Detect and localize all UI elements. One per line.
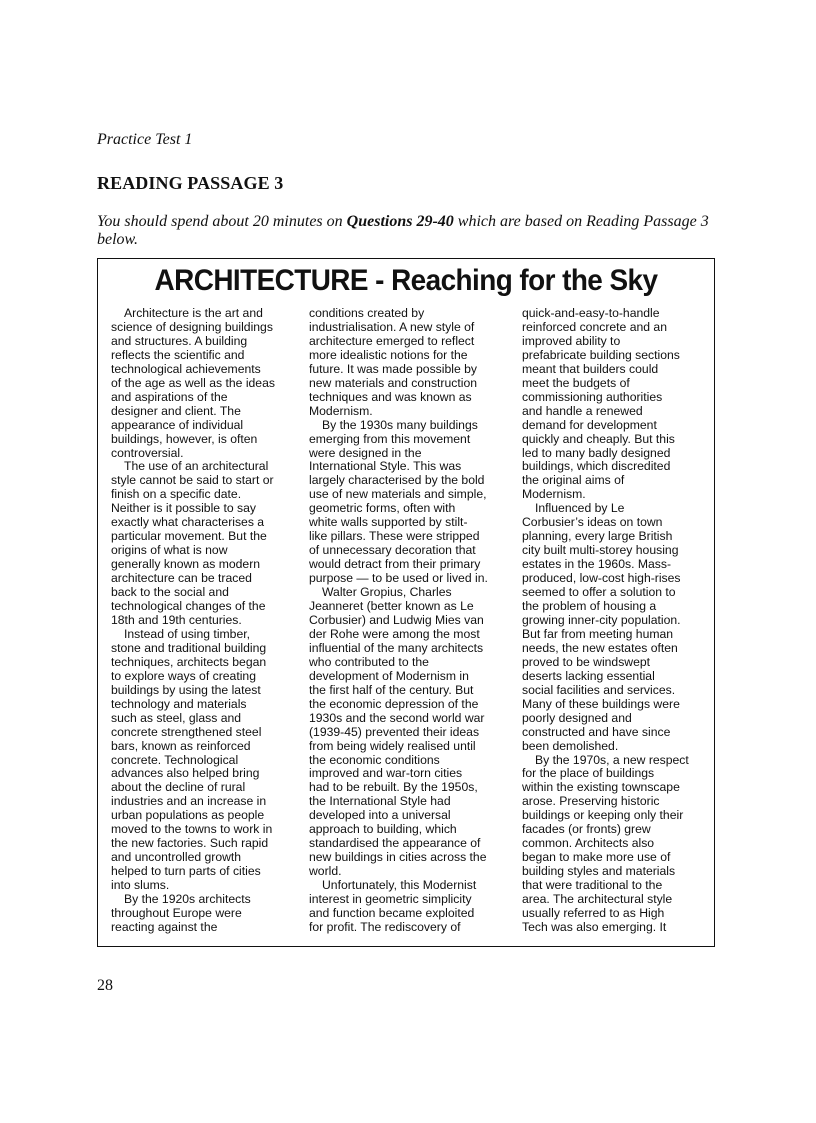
instructions-text-end: which are based on Reading Passage 3 below. [97,213,709,248]
passage-line: geometric forms, often with [309,501,456,516]
passage-line: growing inner-city population. [522,612,681,627]
passage-line: development of Modernism in [309,668,469,683]
passage-line: produced, low-cost high-rises [522,571,681,586]
passage-line: industrialisation. A new style of [309,319,475,334]
passage-line: world. [309,864,342,879]
passage-line: had to be rebuilt. By the 1950s, [309,780,478,795]
passage-line: But far from meeting human [522,626,674,641]
passage-line: the International Style had [309,794,451,809]
passage-line: facades (or fronts) grew [522,822,651,837]
passage-line: began to make more use of [522,850,671,865]
passage-line: for the place of buildings [522,766,655,781]
passage-line: 18th and 19th centuries. [111,612,242,627]
passage-line: Tech was also emerging. It [522,919,667,934]
passage-line: to explore ways of creating [111,668,256,683]
passage-line: throughout Europe were [111,905,242,920]
passage-line: generally known as modern [111,557,261,572]
passage-line: buildings, however, is often [111,431,258,446]
passage-line: needs, the new estates often [522,640,678,655]
passage-line: into slums. [111,878,170,893]
page-number: 28 [97,977,113,994]
passage-title: ARCHITECTURE - Reaching for the Sky [154,264,658,297]
passage-line: back to the social and [111,585,229,600]
passage-line: from being widely realised until [309,738,476,753]
passage-line: techniques, architects began [111,654,267,669]
passage-line: der Rohe were among the most [309,626,480,641]
passage-line: the problem of housing a [522,599,657,614]
passage-line: moved to the towns to work in [111,822,273,837]
passage-line: (1939-45) prevented their ideas [309,724,480,739]
passage-line: Modernism. [522,487,586,502]
instructions [97,213,727,249]
passage-line: common. Architects also [522,836,655,851]
passage-line: the economic conditions [309,752,440,767]
passage-line: proved to be windswept [522,654,651,669]
passage-line: quick-and-easy-to-handle [522,306,660,320]
passage-line: interest in geometric simplicity [309,892,472,907]
passage-line: of unnecessary decoration that [309,543,476,558]
passage-line: bars, known as reinforced [111,738,251,753]
passage-line: estates in the 1960s. Mass- [522,557,672,572]
passage-line: the first half of the century. But [309,682,474,697]
passage-line: of the age as well as the ideas [111,375,275,390]
passage-line: the original aims of [522,473,625,488]
passage-line: science of designing buildings [111,319,273,334]
passage-line: usually referred to as High [522,905,665,920]
passage-line: the economic depression of the [309,696,479,711]
passage-line: influential of the many architects [309,640,484,655]
passage-line: technological changes of the [111,599,266,614]
passage-line: stone and traditional building [111,640,267,655]
passage-line: use of new materials and simple, [309,487,487,502]
passage-line: finish on a specific date. [111,487,242,502]
passage-line: like pillars. These were stripped [309,529,480,544]
passage-line: designer and client. The [111,403,241,418]
passage-line: technology and materials [111,696,247,711]
passage-line: standardised the appearance of [309,836,481,851]
passage-line: and function became exploited [309,905,475,920]
passage-column-1 [111,307,306,935]
passage-line: who contributed to the [309,654,429,669]
passage-line: Walter Gropius, Charles [322,585,452,600]
passage-line: buildings, which discredited [522,459,671,474]
passage-line: purpose — to be used or lived in. [309,571,488,586]
running-header: Practice Test 1 [97,131,193,148]
passage-line: commissioning authorities [522,389,663,404]
passage-line: more idealistic notions for the [309,347,468,362]
passage-line: the new factories. Such rapid [111,836,269,851]
passage-line: technological achievements [111,361,261,376]
passage-line: buildings by using the latest [111,682,261,697]
passage-line: seemed to offer a solution to [522,585,676,600]
passage-line: By the 1970s, a new respect [535,752,689,767]
passage-line: poorly designed and [522,710,632,725]
passage-line: style cannot be said to start or [111,473,274,488]
passage-line: city built multi-storey housing [522,543,679,558]
passage-line: Instead of using timber, [124,626,251,641]
passage-line: developed into a universal [309,808,451,823]
passage-line: Modernism. [309,403,373,418]
passage-line: advances also helped bring [111,766,260,781]
passage-line: white walls supported by stilt- [309,515,468,530]
passage-line: new materials and construction [309,375,478,390]
passage-line: and structures. A building [111,333,248,348]
passage-line: new buildings in cities across the [309,850,487,865]
passage-line: and handle a renewed [522,403,643,418]
passage-line: prefabricate building sections [522,347,680,362]
passage-line: helped to turn parts of cities [111,864,261,879]
passage-line: industries and an increase in [111,794,267,809]
passage-line: Corbusier’s ideas on town [522,515,663,530]
passage-line: Neither is it possible to say [111,501,256,516]
passage-line: architecture can be traced [111,571,252,586]
passage-line: future. It was made possible by [309,361,478,376]
passage-line: By the 1930s many buildings [322,417,478,432]
passage-box [97,258,715,947]
passage-line: International Style. This was [309,459,462,474]
passage-line: within the existing townscape [522,780,680,795]
passage-line: conditions created by [309,306,425,320]
passage-line: Architecture is the art and [124,306,263,320]
section-title: READING PASSAGE 3 [97,173,284,193]
passage-line: reflects the scientific and [111,347,245,362]
passage-line: been demolished. [522,738,619,753]
passage-line: and uncontrolled growth [111,850,242,865]
passage-line: about the decline of rural [111,780,246,795]
passage-line: appearance of individual [111,417,244,432]
passage-line: 1930s and the second world war [309,710,485,725]
passage-line: deserts lacking essential [522,668,655,683]
passage-line: such as steel, glass and [111,710,242,725]
passage-line: approach to building, which [309,822,457,837]
passage-line: planning, every large British [522,529,673,544]
passage-line: that were traditional to the [522,878,663,893]
instructions-questions-range: Questions 29-40 [346,213,454,230]
passage-line: The use of an architectural [124,459,269,474]
passage-line: improved ability to [522,333,621,348]
passage-line: By the 1920s architects [124,892,251,907]
passage-line: urban populations as people [111,808,265,823]
passage-line: particular movement. But the [111,529,267,544]
passage-line: arose. Preserving historic [522,794,660,809]
instructions-text-start: You should spend about 20 minutes on [97,213,347,230]
passage-column-3 [522,307,717,935]
passage-line: origins of what is now [111,543,228,558]
passage-line: buildings or keeping only their [522,808,684,823]
passage-line: largely characterised by the bold [309,473,485,488]
passage-line: Unfortunately, this Modernist [322,878,477,893]
passage-line: demand for development [522,417,657,432]
passage-column-2 [309,307,504,935]
passage-line: concrete strengthened steel [111,724,262,739]
passage-line: Jeanneret (better known as Le [309,599,474,614]
passage-line: social facilities and services. [522,682,676,697]
passage-line: area. The architectural style [522,892,673,907]
passage-line: Influenced by Le [535,501,625,516]
passage-line: meant that builders could [522,361,659,376]
passage-line: exactly what characterises a [111,515,265,530]
passage-line: controversial. [111,445,184,460]
passage-line: quickly and cheaply. But this [522,431,675,446]
passage-line: Corbusier) and Ludwig Mies van [309,612,484,627]
passage-line: architecture emerged to reflect [309,333,475,348]
passage-line: for profit. The rediscovery of [309,919,461,934]
passage-line: Many of these buildings were [522,696,680,711]
passage-line: were designed in the [309,445,422,460]
passage-line: meet the budgets of [522,375,630,390]
passage-line: would detract from their primary [309,557,481,572]
passage-line: constructed and have since [522,724,671,739]
passage-line: building styles and materials [522,864,676,879]
passage-line: reinforced concrete and an [522,319,667,334]
passage-line: emerging from this movement [309,431,471,446]
passage-line: techniques and was known as [309,389,472,404]
passage-line: concrete. Technological [111,752,239,767]
passage-line: and aspirations of the [111,389,228,404]
passage-line: led to many badly designed [522,445,671,460]
passage-line: improved and war-torn cities [309,766,463,781]
passage-line: reacting against the [111,919,218,934]
